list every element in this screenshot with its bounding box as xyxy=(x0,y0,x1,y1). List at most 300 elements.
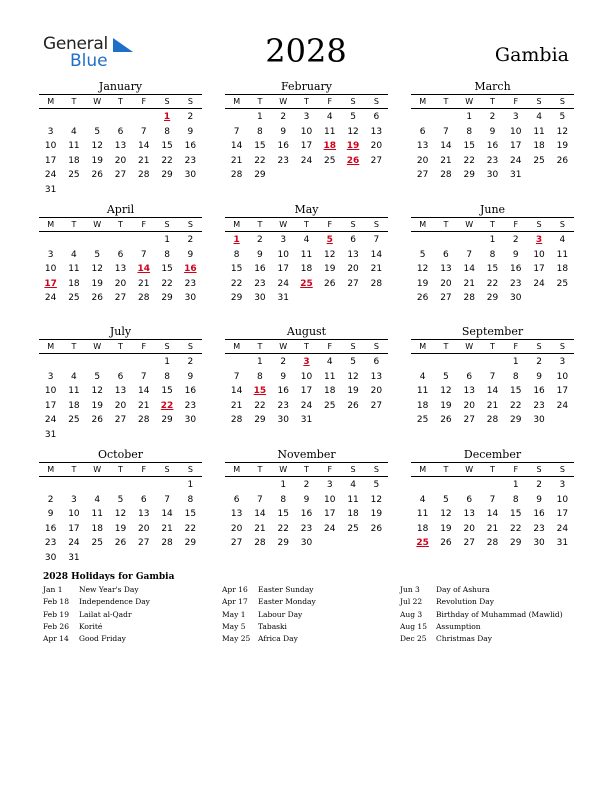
weekday-label: F xyxy=(513,220,519,229)
day-cell: 20 xyxy=(114,400,127,411)
day-cell: 4 xyxy=(326,357,333,367)
day-cell: 16 xyxy=(277,386,289,396)
day-cell: 11 xyxy=(91,509,103,519)
day-cell: 9 xyxy=(187,249,194,260)
day-cell: 11 xyxy=(68,141,80,151)
weekday-header xyxy=(225,462,388,477)
day-cell: 11 xyxy=(556,249,569,260)
day-cell: 2 xyxy=(187,235,194,245)
month-september xyxy=(411,325,574,428)
day-cell: 29 xyxy=(161,293,173,303)
day-cell: 25 xyxy=(556,278,569,289)
day-cell: 16 xyxy=(533,386,545,396)
day-cell: 17 xyxy=(556,386,569,396)
day-cell: 3 xyxy=(303,112,310,122)
weekday-label: T xyxy=(71,342,77,351)
day-cell: 6 xyxy=(419,126,426,137)
day-cell: 5 xyxy=(117,494,124,505)
day-cell: 23 xyxy=(254,278,266,289)
day-cell: 18 xyxy=(68,400,80,411)
weekday-label: W xyxy=(93,342,102,351)
day-cell: 28 xyxy=(230,170,243,180)
day-cell: 3 xyxy=(559,480,566,490)
holiday-date: Feb 19 xyxy=(43,609,69,619)
holiday-row xyxy=(43,609,218,621)
weekday-label: S xyxy=(350,465,356,474)
day-cell: 26 xyxy=(324,278,336,289)
holiday-row xyxy=(400,609,575,621)
day-cell: 10 xyxy=(44,264,57,274)
day-cell: 4 xyxy=(303,235,310,245)
empty-cell xyxy=(39,478,62,493)
holiday-day-cell: 3 xyxy=(535,235,543,245)
day-cell: 22 xyxy=(230,278,243,289)
holiday-name: Day of Ashura xyxy=(436,585,490,594)
day-cell: 30 xyxy=(254,293,266,303)
weekday-label: T xyxy=(490,220,495,229)
day-cell: 16 xyxy=(184,141,197,151)
month-january xyxy=(39,80,202,197)
empty-cell xyxy=(434,478,457,493)
day-cell: 4 xyxy=(326,112,333,122)
weekday-label: M xyxy=(47,220,55,229)
weekday-label: T xyxy=(118,465,123,474)
day-cell: 27 xyxy=(114,293,127,303)
holiday-name: Lailat al-Qadr xyxy=(79,609,132,619)
empty-cell xyxy=(132,355,155,370)
day-cell: 19 xyxy=(347,386,359,396)
weekday-label: F xyxy=(513,97,519,106)
weekday-label: T xyxy=(257,465,263,474)
day-cell: 29 xyxy=(230,293,243,303)
day-cell: 9 xyxy=(187,371,194,382)
day-cell: 18 xyxy=(68,278,80,289)
month-july xyxy=(39,325,202,442)
day-cell: 11 xyxy=(416,386,429,396)
month-title: October xyxy=(97,448,144,461)
weekday-header xyxy=(411,339,574,354)
empty-cell xyxy=(109,355,132,370)
day-cell: 22 xyxy=(184,523,197,534)
month-april xyxy=(39,203,202,306)
day-cell: 28 xyxy=(440,170,452,180)
day-cell: 5 xyxy=(419,249,426,260)
day-cell: 19 xyxy=(556,141,569,151)
day-cell: 7 xyxy=(466,249,473,260)
empty-cell xyxy=(109,110,132,125)
day-cell: 7 xyxy=(140,126,147,137)
holiday-column xyxy=(222,584,397,645)
day-cell: 4 xyxy=(71,371,77,382)
day-cell: 2 xyxy=(47,494,54,505)
day-cell: 12 xyxy=(324,249,336,260)
day-cell: 12 xyxy=(440,386,452,396)
empty-cell xyxy=(225,478,248,493)
day-cell: 8 xyxy=(489,249,496,260)
day-cell: 25 xyxy=(324,400,336,411)
day-cell: 7 xyxy=(233,371,240,382)
day-cell: 2 xyxy=(257,235,263,245)
weekday-header xyxy=(411,94,574,109)
day-cell: 16 xyxy=(184,386,197,396)
day-cell: 17 xyxy=(68,523,80,534)
weekday-label: F xyxy=(513,465,519,474)
day-cell: 27 xyxy=(416,170,429,180)
day-cell: 9 xyxy=(536,494,542,505)
weekday-label: W xyxy=(93,465,102,474)
day-cell: 8 xyxy=(257,126,263,137)
weekday-label: F xyxy=(327,220,333,229)
month-december xyxy=(411,448,574,551)
holiday-row xyxy=(43,596,218,608)
day-cell: 15 xyxy=(161,386,173,396)
month-august xyxy=(225,325,388,428)
day-cell: 15 xyxy=(463,141,475,151)
holiday-name: Christmas Day xyxy=(436,634,492,644)
holiday-name: Korité xyxy=(79,621,103,631)
day-cell: 1 xyxy=(489,235,496,245)
empty-cell xyxy=(411,478,434,493)
holiday-day-cell: 3 xyxy=(303,357,310,367)
day-cell: 5 xyxy=(373,480,380,490)
holiday-day-cell: 25 xyxy=(416,538,429,548)
day-cell: 14 xyxy=(138,386,150,396)
day-cell: 13 xyxy=(416,141,429,151)
holiday-row xyxy=(400,596,575,608)
holiday-name: Assumption xyxy=(436,621,481,631)
empty-cell xyxy=(481,355,504,370)
holiday-name: Birthday of Muhammad (Mawlid) xyxy=(436,609,563,619)
empty-cell xyxy=(109,233,132,248)
day-cell: 19 xyxy=(91,400,103,411)
day-cell: 31 xyxy=(44,429,57,440)
day-cell: 9 xyxy=(512,249,519,260)
day-cell: 30 xyxy=(277,415,289,425)
day-cell: 24 xyxy=(300,400,313,411)
day-cell: 31 xyxy=(510,170,522,180)
weekday-label: S xyxy=(164,97,170,106)
month-november xyxy=(225,448,388,551)
day-cell: 12 xyxy=(416,264,429,274)
day-cell: 10 xyxy=(300,371,313,382)
day-cell: 9 xyxy=(187,126,194,137)
day-cell: 18 xyxy=(347,509,359,519)
holiday-day-cell: 17 xyxy=(44,278,57,289)
holiday-date: Feb 18 xyxy=(43,597,69,607)
day-cell: 31 xyxy=(300,415,313,425)
weekday-label: M xyxy=(233,342,241,351)
holiday-day-cell: 15 xyxy=(253,386,267,396)
day-grid xyxy=(411,478,574,551)
day-cell: 23 xyxy=(44,538,57,548)
day-cell: 8 xyxy=(164,249,170,260)
empty-cell xyxy=(434,110,457,125)
weekday-label: S xyxy=(187,97,193,106)
day-cell: 25 xyxy=(68,170,80,180)
month-june xyxy=(411,203,574,306)
day-cell: 18 xyxy=(91,523,103,534)
day-cell: 24 xyxy=(300,155,313,166)
weekday-label: F xyxy=(327,97,333,106)
calendar-year-title: 2028 xyxy=(265,32,347,70)
day-cell: 2 xyxy=(187,112,194,122)
day-cell: 21 xyxy=(138,400,150,411)
day-cell: 16 xyxy=(44,523,57,534)
day-cell: 17 xyxy=(533,264,545,274)
day-cell: 3 xyxy=(47,371,54,382)
empty-cell xyxy=(86,233,109,248)
day-cell: 2 xyxy=(187,357,194,367)
day-cell: 21 xyxy=(254,523,266,534)
day-cell: 5 xyxy=(94,126,101,137)
weekday-label: F xyxy=(141,465,147,474)
weekday-label: T xyxy=(71,465,77,474)
holiday-name: Revolution Day xyxy=(436,597,494,607)
day-cell: 16 xyxy=(254,264,266,274)
day-cell: 12 xyxy=(91,141,103,151)
empty-cell xyxy=(39,355,62,370)
day-cell: 11 xyxy=(68,264,80,274)
day-cell: 19 xyxy=(114,523,127,534)
day-cell: 26 xyxy=(347,400,359,411)
day-cell: 9 xyxy=(280,371,287,382)
day-cell: 10 xyxy=(44,386,57,396)
day-cell: 19 xyxy=(91,278,103,289)
holiday-name: Good Friday xyxy=(79,634,126,644)
holiday-date: Apr 16 xyxy=(222,585,248,594)
weekday-label: W xyxy=(93,97,102,106)
weekday-label: S xyxy=(536,465,542,474)
day-cell: 6 xyxy=(350,235,356,245)
day-cell: 7 xyxy=(257,494,263,505)
empty-cell xyxy=(225,355,248,370)
day-cell: 3 xyxy=(71,494,77,505)
day-cell: 16 xyxy=(533,509,545,519)
day-cell: 20 xyxy=(114,278,127,289)
weekday-label: T xyxy=(118,97,123,106)
month-march xyxy=(411,80,574,183)
holiday-row xyxy=(400,633,575,645)
day-cell: 8 xyxy=(280,494,287,505)
weekday-label: T xyxy=(257,97,263,106)
weekday-header xyxy=(39,94,202,109)
day-grid xyxy=(225,233,388,306)
day-cell: 11 xyxy=(324,126,336,137)
day-cell: 12 xyxy=(347,371,359,382)
day-cell: 1 xyxy=(257,112,263,122)
day-cell: 22 xyxy=(254,400,266,411)
weekday-label: S xyxy=(350,342,356,351)
weekday-header xyxy=(39,462,202,477)
day-cell: 7 xyxy=(164,494,170,505)
day-cell: 13 xyxy=(138,509,150,519)
weekday-label: S xyxy=(536,97,542,106)
day-cell: 15 xyxy=(184,509,197,519)
day-cell: 22 xyxy=(463,155,475,166)
day-cell: 11 xyxy=(533,126,545,137)
day-cell: 23 xyxy=(184,278,197,289)
day-cell: 20 xyxy=(463,523,475,534)
holiday-row xyxy=(222,596,397,608)
month-title: March xyxy=(474,80,511,93)
day-cell: 7 xyxy=(443,126,449,137)
day-cell: 12 xyxy=(91,386,103,396)
day-cell: 19 xyxy=(440,523,452,534)
holiday-date: Jun 3 xyxy=(400,585,420,594)
day-cell: 13 xyxy=(463,509,475,519)
day-cell: 24 xyxy=(324,523,336,534)
day-cell: 6 xyxy=(373,357,380,367)
day-cell: 25 xyxy=(68,415,80,425)
holiday-row xyxy=(400,584,575,596)
day-cell: 25 xyxy=(324,155,336,166)
day-cell: 24 xyxy=(533,278,545,289)
weekday-label: F xyxy=(327,342,333,351)
day-cell: 27 xyxy=(114,170,127,180)
empty-cell xyxy=(481,478,504,493)
weekday-label: M xyxy=(47,97,55,106)
day-cell: 26 xyxy=(556,155,569,166)
day-grid xyxy=(225,110,388,183)
day-cell: 18 xyxy=(68,155,80,166)
day-cell: 18 xyxy=(416,400,429,411)
day-cell: 4 xyxy=(350,480,356,490)
holiday-name: Tabaski xyxy=(258,621,287,631)
weekday-label: W xyxy=(465,465,474,474)
weekday-label: W xyxy=(465,220,474,229)
day-cell: 5 xyxy=(559,112,566,122)
day-cell: 15 xyxy=(161,264,173,274)
weekday-label: T xyxy=(304,220,309,229)
day-cell: 29 xyxy=(161,415,173,425)
day-grid xyxy=(39,478,202,565)
empty-cell xyxy=(225,110,248,125)
weekday-label: S xyxy=(164,220,170,229)
empty-cell xyxy=(39,110,62,125)
day-cell: 2 xyxy=(303,480,310,490)
day-cell: 3 xyxy=(326,480,333,490)
weekday-label: F xyxy=(327,465,333,474)
month-title: July xyxy=(109,325,132,338)
day-cell: 27 xyxy=(138,538,150,548)
day-cell: 30 xyxy=(300,538,313,548)
day-cell: 12 xyxy=(91,264,103,274)
day-cell: 11 xyxy=(324,371,336,382)
day-cell: 10 xyxy=(300,126,313,137)
day-cell: 26 xyxy=(91,293,103,303)
day-cell: 14 xyxy=(440,141,452,151)
day-cell: 22 xyxy=(510,400,522,411)
weekday-label: T xyxy=(490,465,495,474)
holiday-row xyxy=(222,633,397,645)
day-cell: 4 xyxy=(559,235,566,245)
holiday-row xyxy=(43,584,218,596)
day-cell: 1 xyxy=(466,112,473,122)
holiday-date: Aug 15 xyxy=(400,621,427,631)
day-cell: 24 xyxy=(556,523,569,534)
day-cell: 26 xyxy=(440,538,452,548)
day-cell: 23 xyxy=(277,400,289,411)
month-title: August xyxy=(286,325,327,338)
day-cell: 4 xyxy=(419,494,426,505)
holiday-column xyxy=(43,584,218,645)
day-grid xyxy=(411,233,574,306)
day-cell: 5 xyxy=(443,494,449,505)
day-cell: 20 xyxy=(138,523,150,534)
day-cell: 20 xyxy=(370,386,383,396)
empty-cell xyxy=(434,355,457,370)
empty-cell xyxy=(62,478,85,493)
day-cell: 22 xyxy=(486,278,499,289)
day-cell: 30 xyxy=(184,293,197,303)
day-cell: 2 xyxy=(280,357,287,367)
day-cell: 27 xyxy=(370,155,383,166)
day-cell: 21 xyxy=(138,278,150,289)
weekday-label: F xyxy=(513,342,519,351)
holiday-date: Apr 14 xyxy=(43,634,69,644)
day-cell: 19 xyxy=(370,509,383,519)
day-cell: 24 xyxy=(68,538,80,548)
day-cell: 1 xyxy=(512,357,519,367)
holiday-day-cell: 14 xyxy=(137,264,151,274)
day-cell: 25 xyxy=(68,293,80,303)
holiday-row xyxy=(43,633,218,645)
day-cell: 15 xyxy=(230,264,243,274)
weekday-header xyxy=(225,339,388,354)
day-cell: 1 xyxy=(164,357,170,367)
empty-cell xyxy=(155,478,178,493)
day-cell: 14 xyxy=(138,141,150,151)
day-cell: 21 xyxy=(463,278,475,289)
day-cell: 14 xyxy=(486,386,499,396)
day-cell: 1 xyxy=(512,480,519,490)
day-cell: 2 xyxy=(512,235,519,245)
day-cell: 15 xyxy=(510,509,522,519)
weekday-label: F xyxy=(141,220,147,229)
day-cell: 10 xyxy=(556,494,569,505)
day-cell: 7 xyxy=(140,371,147,382)
day-cell: 3 xyxy=(47,126,54,137)
empty-cell xyxy=(39,233,62,248)
weekday-label: S xyxy=(350,97,356,106)
empty-cell xyxy=(458,355,481,370)
day-cell: 16 xyxy=(486,141,499,151)
empty-cell xyxy=(86,355,109,370)
day-cell: 27 xyxy=(347,278,359,289)
empty-cell xyxy=(62,110,85,125)
day-cell: 24 xyxy=(44,170,57,180)
day-cell: 23 xyxy=(184,155,197,166)
empty-cell xyxy=(62,355,85,370)
empty-cell xyxy=(411,233,434,248)
day-cell: 21 xyxy=(440,155,452,166)
day-cell: 31 xyxy=(68,552,80,563)
day-grid xyxy=(411,110,574,183)
day-cell: 29 xyxy=(254,170,266,180)
day-cell: 19 xyxy=(416,278,429,289)
day-cell: 14 xyxy=(230,141,243,151)
weekday-label: S xyxy=(559,342,565,351)
month-may xyxy=(225,203,388,306)
day-cell: 30 xyxy=(510,293,522,303)
weekday-label: M xyxy=(47,342,55,351)
day-cell: 2 xyxy=(489,112,496,122)
day-cell: 18 xyxy=(533,141,545,151)
day-cell: 5 xyxy=(94,371,101,382)
weekday-label: W xyxy=(279,465,288,474)
weekday-label: S xyxy=(373,97,379,106)
day-cell: 28 xyxy=(370,278,383,289)
